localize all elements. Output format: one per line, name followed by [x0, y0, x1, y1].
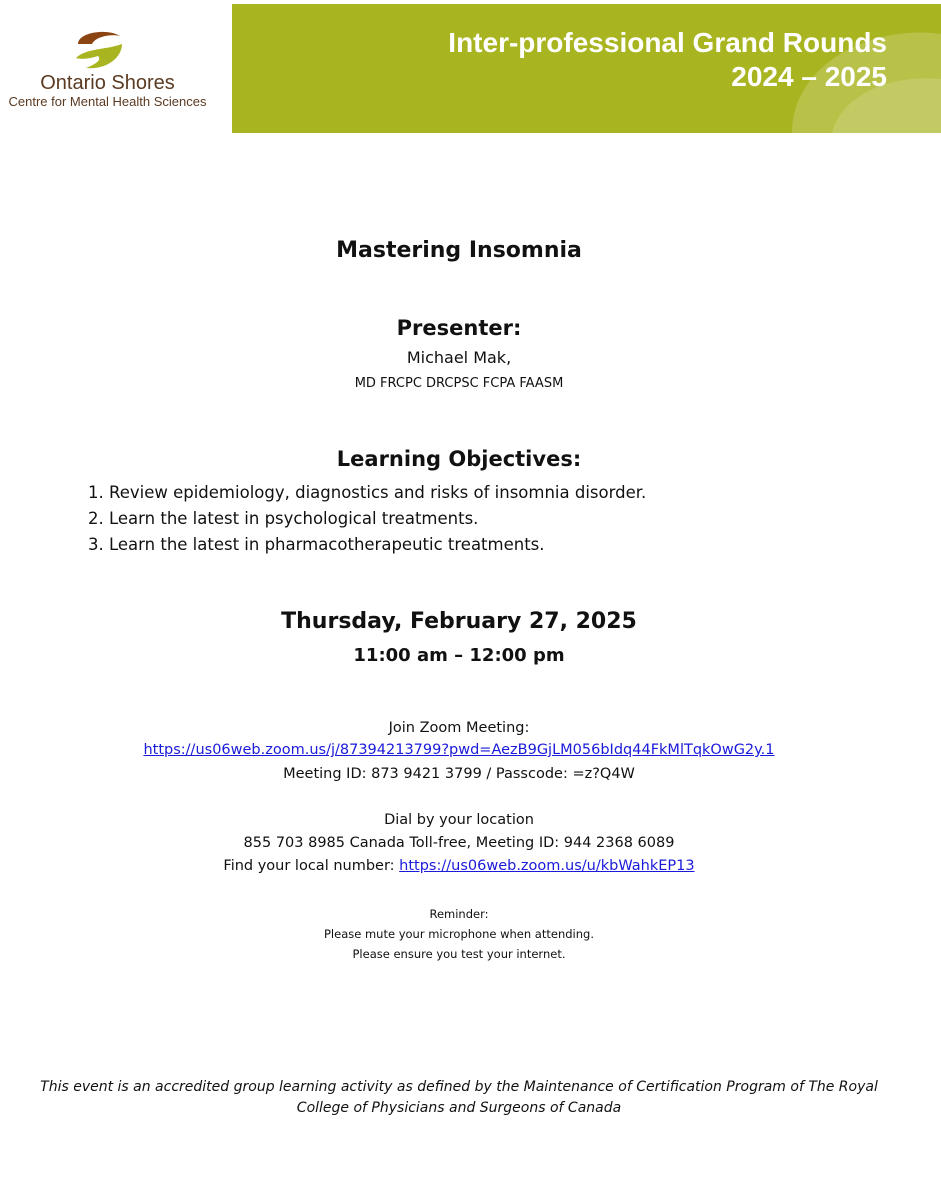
- reminder-label: Reminder:: [429, 907, 489, 921]
- objective-item: 1. Review epidemiology, diagnostics and risks of insomnia disorder.: [88, 483, 647, 502]
- reminder-line: Please ensure you test your internet.: [352, 947, 566, 961]
- banner-title-line2: 2024 – 2025: [731, 61, 887, 92]
- dial-label: Dial by your location: [384, 812, 534, 828]
- ontario-shores-logo: [0, 28, 220, 110]
- meeting-id-passcode: Meeting ID: 873 9421 3799 / Passcode: =z?Q4W: [283, 766, 635, 782]
- reminder-block: [0, 904, 918, 964]
- logo-subtitle: Centre for Mental Health Sciences: [8, 94, 207, 109]
- accreditation-footer: [30, 1077, 888, 1119]
- event-title: Mastering Insomnia: [336, 238, 582, 263]
- objectives-list: [88, 480, 646, 558]
- local-number-label: Find your local number:: [223, 858, 400, 874]
- presenter-credentials: MD FRCPC DRCPSC FCPA FAASM: [354, 376, 564, 391]
- presenter-name: Michael Mak,: [406, 348, 512, 367]
- reminder-line: Please mute your microphone when attending.: [324, 927, 594, 941]
- banner-title-line1: Inter-professional Grand Rounds: [448, 27, 887, 58]
- objective-item: 2. Learn the latest in psychological treatments.: [88, 509, 479, 528]
- zoom-join-label: Join Zoom Meeting:: [388, 720, 530, 736]
- objective-item: 3. Learn the latest in pharmacotherapeutic treatments.: [88, 535, 545, 554]
- zoom-join-link[interactable]: https://us06web.zoom.us/j/87394213799?pwd=AezB9GjLM056bIdq44FkMlTqkOwG2y.1: [143, 742, 775, 758]
- zoom-join-link-row: [0, 742, 918, 758]
- objectives-heading: Learning Objectives:: [336, 447, 582, 471]
- ontario-shores-logo-icon: [72, 28, 128, 72]
- dial-number: 855 703 8985 Canada Toll-free, Meeting ID: 944 2368 6089: [243, 835, 675, 851]
- local-number-link[interactable]: https://us06web.zoom.us/u/kbWahkEP13: [399, 858, 695, 874]
- presenter-heading: Presenter:: [396, 316, 522, 340]
- accreditation-line: College of Physicians and Surgeons of Canada: [296, 1100, 622, 1116]
- accreditation-line: This event is an accredited group learning activity as defined by the Maintenance of Certification Program of The Royal: [40, 1079, 878, 1095]
- banner-title: [448, 26, 887, 94]
- event-date: Thursday, February 27, 2025: [281, 609, 637, 634]
- event-time: 11:00 am – 12:00 pm: [353, 645, 565, 666]
- header-banner: [232, 4, 941, 133]
- local-number-row: [0, 858, 918, 874]
- logo-name: Ontario Shores: [40, 72, 175, 94]
